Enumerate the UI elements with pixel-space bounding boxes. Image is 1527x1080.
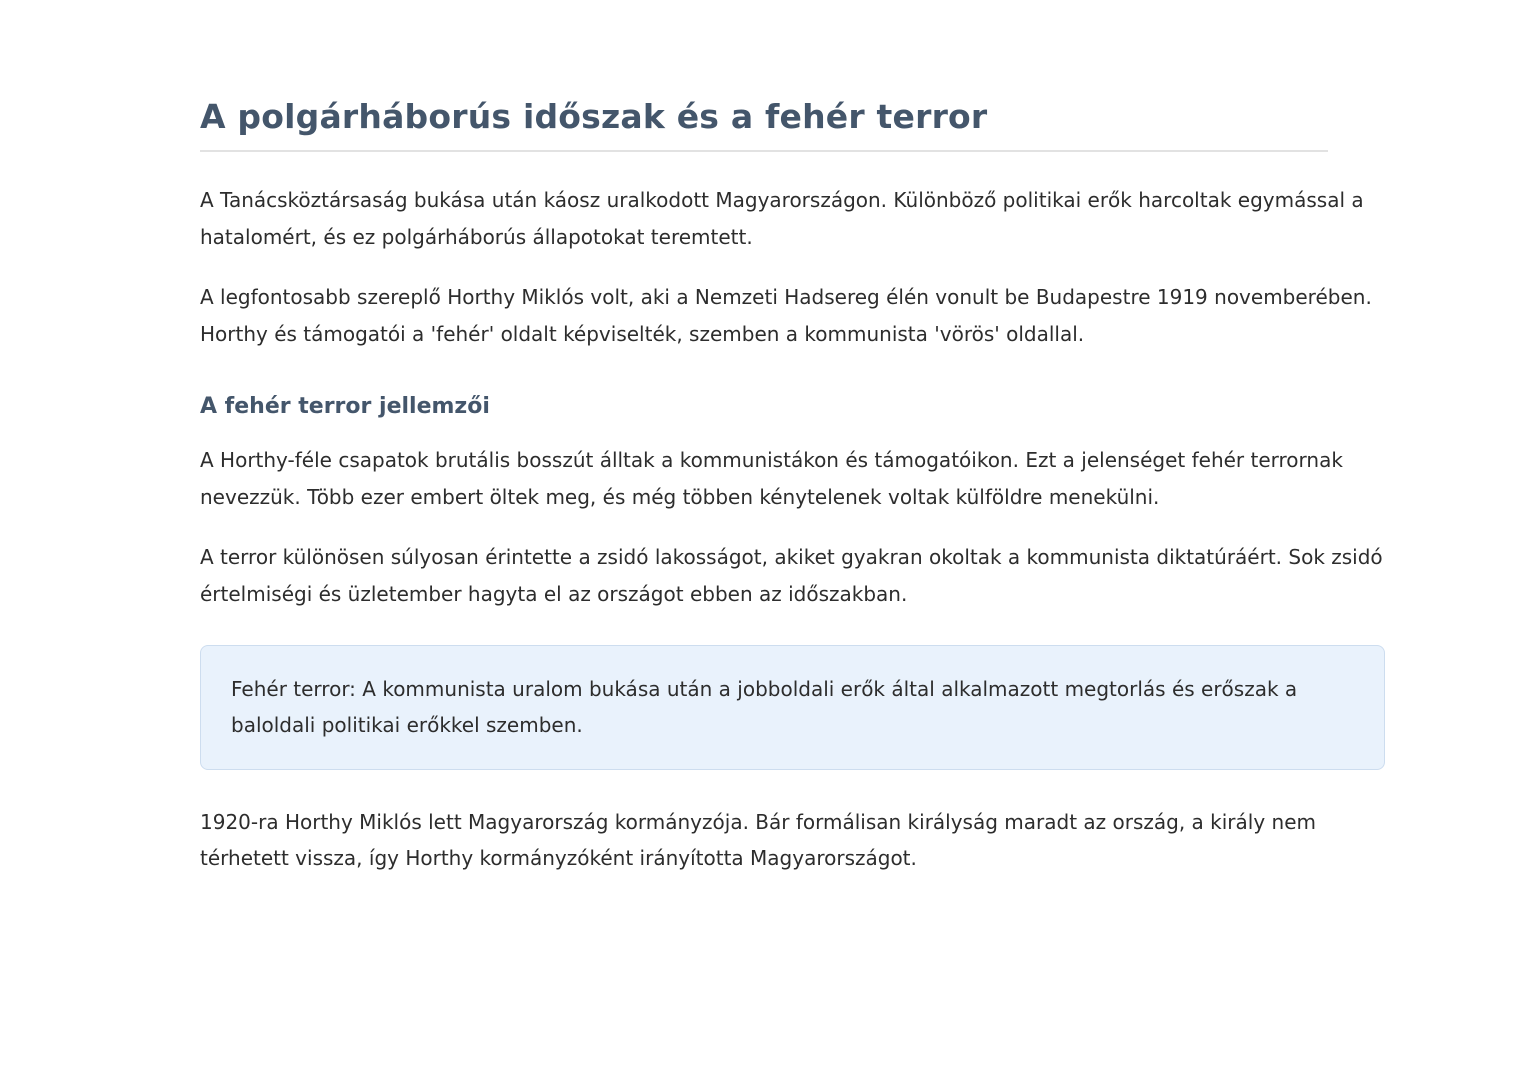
title-divider [200,150,1328,152]
section-heading-white-terror: A fehér terror jellemzői [200,393,490,419]
intro-paragraph-2: A legfontosabb szereplő Horthy Miklós volt, aki a Nemzeti Hadsereg élén vonult be Budapestre 1919 novemberében. Horthy és támogatói a 'fehér' oldalt képviselték, szemben a kommunista 'vörös' oldallal. [200,285,1372,347]
closing-paragraph: 1920-ra Horthy Miklós lett Magyarország kormányzója. Bár formálisan királyság maradt az ország, a király nem térhetett vissza, így Horthy kormányzóként irányította Magyarországot. [200,809,1316,871]
intro-paragraph-1: A Tanácsköztársaság bukása után káosz uralkodott Magyarországon. Különböző politikai erők harcoltak egymással a hatalomért, és ez polgárháborús állapotokat teremtett. [200,188,1364,249]
definition-callout-box [200,645,1385,770]
page-title: A polgárháborús időszak és a fehér terror [200,97,988,136]
section-paragraph-1: A Horthy-féle csapatok brutális bosszút álltak a kommunistákon és támogatóikon. Ezt a jelenséget fehér terrornak nevezzük. Több ezer embert öltek meg, és még többen kénytelenek voltak külföldre menekülni. [200,448,1343,509]
document-column [200,96,1385,877]
definition-callout-text: Fehér terror: A kommunista uralom bukása után a jobboldali erők által alkalmazott megtorlás és erőszak a baloldali politikai erőkkel szemben. [231,676,1298,738]
section-paragraph-2: A terror különösen súlyosan érintette a zsidó lakosságot, akiket gyakran okoltak a kommunista diktatúráért. Sok zsidó értelmiségi és üzletember hagyta el az országot ebben az időszakban. [200,545,1383,606]
